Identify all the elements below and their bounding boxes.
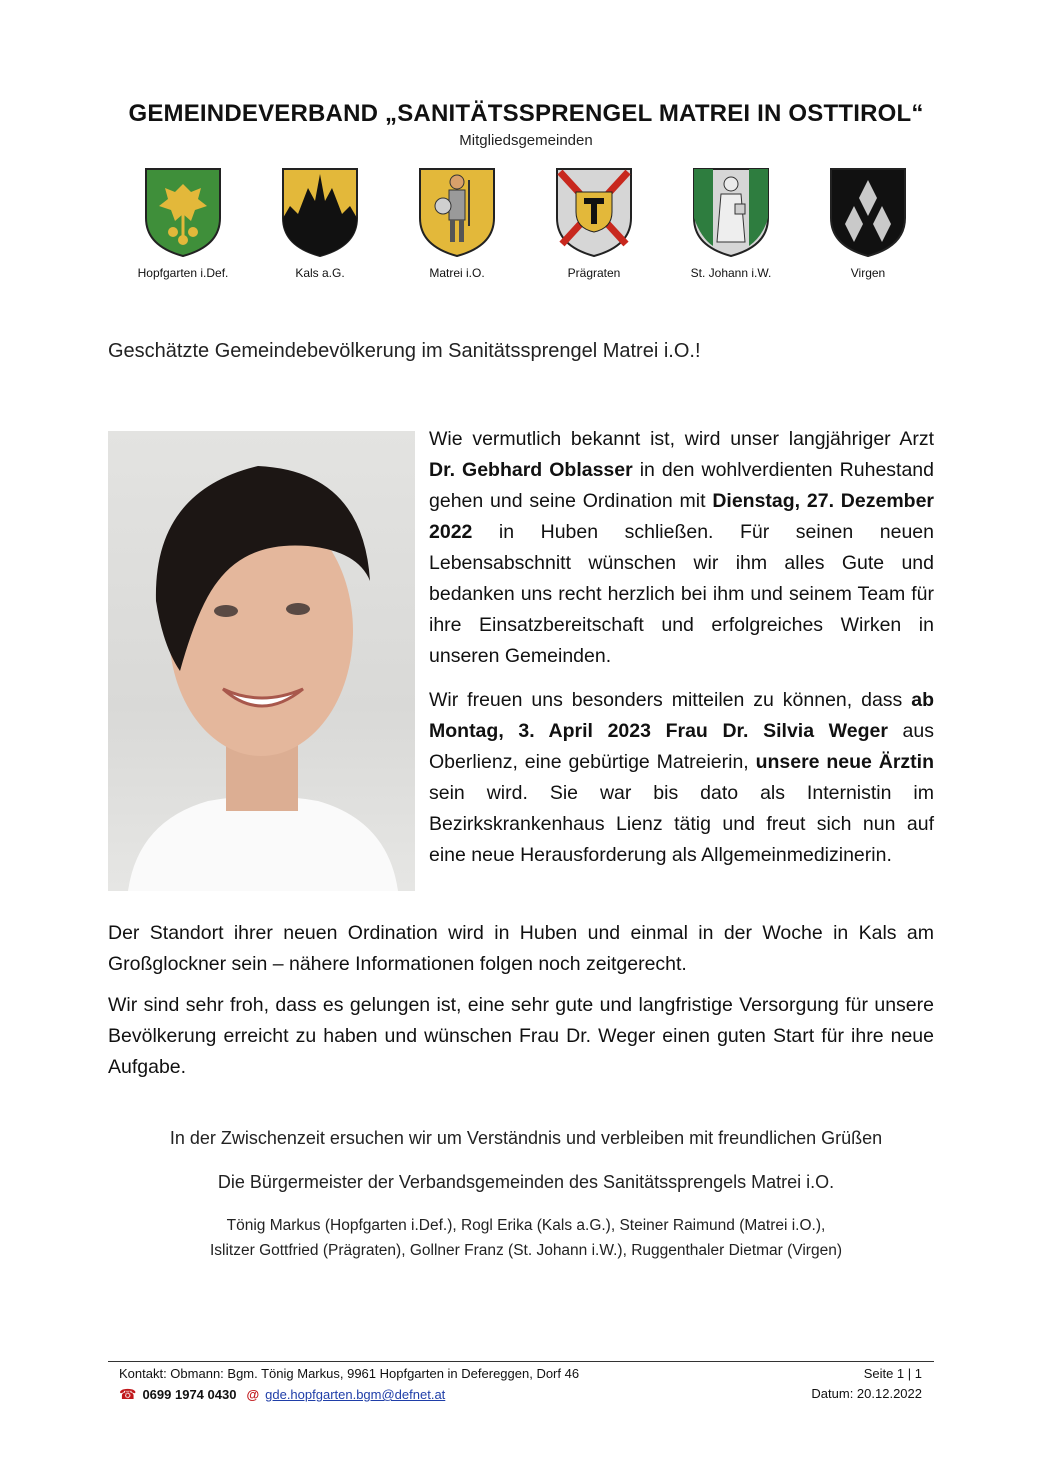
crest-name: Kals a.G. (295, 266, 345, 280)
footer-phone-row (119, 1386, 445, 1403)
paragraph-location: Der Standort ihrer neuen Ordination wird in Huben und einmal in der Woche in Kals am Großglockner sein – nähere Informationen folgen noch zeitgerecht. (108, 922, 934, 975)
crest-name: Hopfgarten i.Def. (137, 266, 229, 280)
phone-icon: ☎ (119, 1386, 137, 1402)
mayor-names-line: Tönig Markus (Hopfgarten i.Def.), Rogl Erika (Kals a.G.), Steiner Raimund (Matrei i.O.), (226, 1217, 826, 1234)
mayor-names (0, 1213, 1052, 1263)
doctor-name: Dr. Gebhard Oblasser (429, 459, 633, 481)
page-number: Seite 1 | 1 (863, 1366, 922, 1381)
footer-divider (108, 1361, 934, 1362)
text-span: in den wohlverdienten Ruhestand gehen und seine Ordination mit (429, 459, 934, 512)
portrait-illustration (108, 431, 415, 891)
start-date-and-name: ab Montag, 3. April 2023 Frau Dr. Silvia Weger (429, 689, 934, 742)
crest-name: Matrei i.O. (429, 266, 485, 280)
paragraph-thanks: Wir sind sehr froh, dass es gelungen ist, eine sehr gute und langfristige Versorgung für unsere Bevölkerung erreicht zu haben und wünschen Frau Dr. Weger einen guten Start für ihre neue Aufgabe. (108, 994, 934, 1078)
crest-name: St. Johann i.W. (690, 266, 772, 280)
crest-hopfgarten (108, 166, 258, 280)
email-icon: @ (246, 1387, 260, 1402)
saint-knight-crest-icon (417, 166, 497, 258)
paragraph-new-doctor (429, 685, 934, 871)
paragraph-retirement (429, 424, 934, 672)
greeting: Geschätzte Gemeindebevölkerung im Sanitätssprengel Matrei i.O.! (108, 340, 701, 362)
crest-virgen (793, 166, 943, 280)
member-crests (108, 166, 948, 286)
document-date: Datum: 20.12.2022 (811, 1386, 922, 1401)
saltire-crest-icon (554, 166, 634, 258)
portrait-photo (108, 431, 415, 891)
vine-leaf-crest-icon (143, 166, 223, 258)
crest-st-johann (656, 166, 806, 280)
text-span: Wir freuen uns besonders mitteilen zu können, dass (429, 689, 912, 711)
crest-matrei (382, 166, 532, 280)
crest-praegraten (519, 166, 669, 280)
footer-contact: Kontakt: Obmann: Bgm. Tönig Markus, 9961 Hopfgarten in Defereggen, Dorf 46 (119, 1366, 580, 1381)
phone-number: 0699 1974 0430 (142, 1387, 237, 1402)
mountain-crest-icon (280, 166, 360, 258)
document-subtitle: Mitgliedsgemeinden (459, 132, 593, 149)
new-doctor-emphasis: unsere neue Ärztin (755, 751, 934, 773)
crest-name: Prägraten (567, 266, 621, 280)
mayor-names-line: Islitzer Gottfried (Prägraten), Gollner Franz (St. Johann i.W.), Ruggenthaler Dietmar (Virgen) (209, 1242, 842, 1259)
closing-line: In der Zwischenzeit ersuchen wir um Verständnis und verbleiben mit freundlichen Grüßen (169, 1128, 883, 1148)
text-span: aus Oberlienz, eine gebürtige Matreierin, (429, 720, 934, 773)
crest-name: Virgen (850, 266, 886, 280)
signature-line: Die Bürgermeister der Verbandsgemeinden des Sanitätssprengels Matrei i.O. (217, 1172, 835, 1192)
text-span: in Huben schließen. Für seinen neuen Lebensabschnitt wünschen wir ihm alles Gute und bedanken uns recht herzlich bei ihm und seinem Team für ihre Einsatzbereitschaft und erfolgreiches Wirken in unseren Gemeinden. (429, 521, 934, 667)
text-span: sein wird. Sie war bis dato als Internistin im Bezirkskrankenhaus Lienz tätig und freut sich nun auf eine neue Herausforderung als Allgemeinmedizinerin. (429, 782, 934, 866)
crest-kals (245, 166, 395, 280)
lozenges-crest-icon (828, 166, 908, 258)
document-title: GEMEINDEVERBAND „SANITÄTSSPRENGEL MATREI IN OSTTIROL“ (128, 100, 924, 127)
text-span: Wie vermutlich bekannt ist, wird unser langjähriger Arzt (429, 428, 934, 450)
saint-figure-crest-icon (691, 166, 771, 258)
closing-date: Dienstag, 27. Dezember 2022 (429, 490, 935, 543)
email-link[interactable]: gde.hopfgarten.bgm@defnet.at (265, 1387, 446, 1402)
